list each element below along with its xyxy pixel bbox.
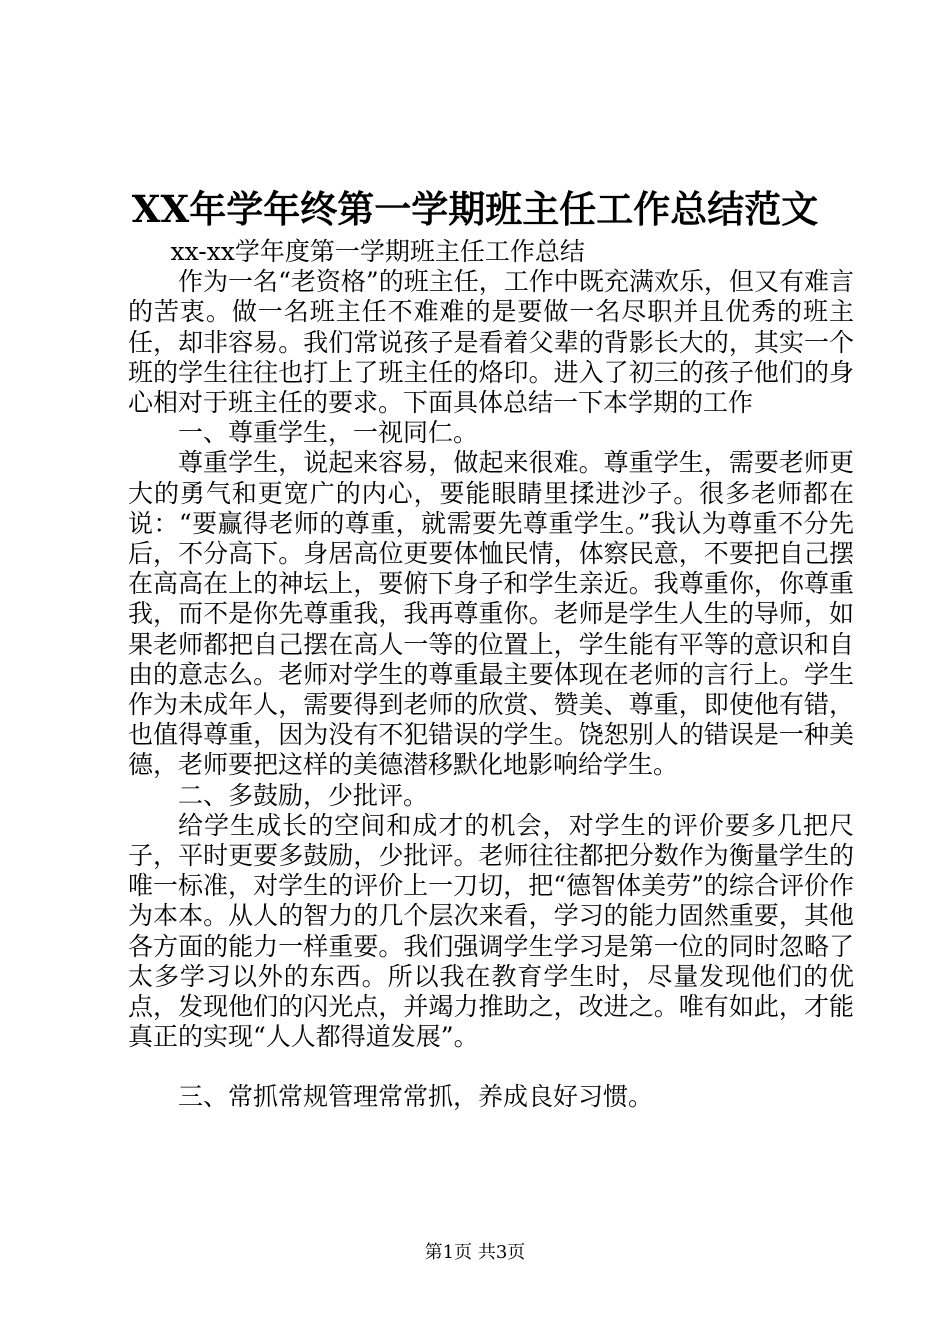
document-subtitle: xx-xx学年度第一学期班主任工作总结 [170, 237, 585, 266]
section-heading-3: 三、常抓常规管理常常抓，养成良好习惯。 [178, 1082, 654, 1112]
document-body [128, 237, 854, 1113]
paragraph-intro: 作为一名“老资格”的班主任，工作中既充满欢乐，但又有难言的苦衷。做一名班主任不难难的是要做一名尽职并且优秀的班主任，却非容易。我们常说孩子是看着父辈的背影长大的，其实一个班的学生往往也打上了班主任的烙印。进入了初三的孩子他们的身心相对于班主任的要求。下面具体总结一下本学期的工作 [128, 267, 854, 418]
paragraph-section-1: 尊重学生，说起来容易，做起来很难。尊重学生，需要老师更大的勇气和更宽广的内心，要能眼睛里揉进沙子。很多老师都在说：“要赢得老师的尊重，就需要先尊重学生。”我认为尊重不分先后，不分高下。身居高位更要体恤民情，体察民意，不要把自己摆在高高在上的神坛上，要俯下身子和学生亲近。我尊重你，你尊重我，而不是你先尊重我，我再尊重你。老师是学生人生的导师，如果老师都把自己摆在高人一等的位置上，学生能有平等的意识和自由的意志么。老师对学生的尊重最主要体现在老师的言行上。学生作为未成年人，需要得到老师的欣赏、赞美、尊重，即使他有错，也值得尊重，因为没有不犯错误的学生。饶恕别人的错误是一种美德，老师要把这样的美德潜移默化地影响给学生。 [128, 448, 854, 780]
paragraph-section-2: 给学生成长的空间和成才的机会，对学生的评价要多几把尺子，平时更要多鼓励，少批评。老师往往都把分数作为衡量学生的唯一标准，对学生的评价上一刀切，把“德智体美劳”的综合评价作为本本。从人的智力的几个层次来看，学习的能力固然重要，其他各方面的能力一样重要。我们强调学生学习是第一位的同时忽略了太多学习以外的东西。所以我在教育学生时，尽量发现他们的优点，发现他们的闪光点，并竭力推助之，改进之。唯有如此，才能真正的实现“人人都得道发展”。 [128, 810, 854, 1052]
document-title: XX年学年终第一学期班主任工作总结范文 [131, 187, 819, 231]
page-footer: 第1页 共3页 [424, 1242, 526, 1263]
section-heading-2: 二、多鼓励，少批评。 [178, 780, 429, 810]
section-heading-1: 一、尊重学生，一视同仁。 [178, 418, 479, 448]
